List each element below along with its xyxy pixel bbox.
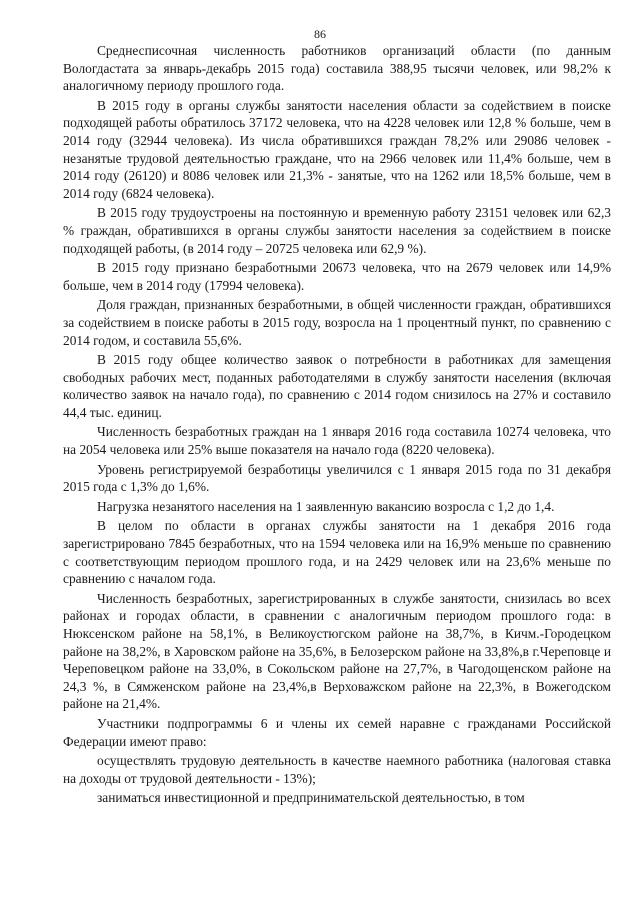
paragraph-unemployment-rate: Уровень регистрируемой безработицы увеличился с 1 января 2015 года по 31 декабря 2015 года с 1,3% до 1,6%. <box>63 461 611 495</box>
paragraph-district-decline: Численность безработных, зарегистрированных в службе занятости, снизилась во всех районах и городах области, в сравнении с аналогичным периодом прошлого года: в Нюксенском районе на 58,1%, в Великоустюгском районе на 38,7%, в Кичм.-Городецком районе на 38,2%, в Харовском районе на 35,6%, в Белозерском районе на 33,8%,в г.Череповце и Череповецком районе на 33,0%, в Сокольском районе на 27,7%, в Чагодощенском районе на 24,3 %, в Сямженском районе на 23,4%,в Верховажском районе на 22,3%, в Вожегодском районе на 21,4%. <box>63 590 611 712</box>
paragraph-right-investment: заниматься инвестиционной и предпринимательской деятельностью, в том <box>97 790 525 806</box>
document-body <box>63 42 611 809</box>
paragraph-vacancy-load: Нагрузка незанятого населения на 1 заявленную вакансию возросла с 1,2 до 1,4. <box>97 498 555 514</box>
paragraph-unemployed-count: Численность безработных граждан на 1 января 2016 года составила 10274 человека, что на 2054 человека или 25% выше показателя на начало года (8220 человека). <box>63 424 611 458</box>
paragraph-participant-rights: Участники подпрограммы 6 и члены их семей наравне с гражданами Российской Федерации имеют право: <box>63 715 611 749</box>
paragraph-region-summary: В целом по области в органах службы занятости на 1 декабря 2016 года зарегистрировано 7845 безработных, что на 1594 человека или на 16,9% меньше по сравнению с соответствующим периодом прошлого года, и на 2429 человек или на 23,6% меньше по сравнению с началом года. <box>63 518 611 587</box>
paragraph-unemployed-share: Доля граждан, признанных безработными, в общей численности граждан, обратившихся за содействием в поиске работы в 2015 году, возросла на 1 процентный пункт, по сравнению с 2014 годом, и составила 55,6%. <box>63 297 611 348</box>
paragraph-job-seekers: В 2015 году в органы службы занятости населения области за содействием в поиске подходящей работы обратилось 37172 человека, что на 4228 человек или 12,8 % больше, чем в 2014 году (32944 человека). Из числа обратившихся граждан 78,2% или 29086 человек - незанятые трудовой деятельностью граждане, что на 2966 человек или 11,4% больше, чем в 2014 году (26120) и 8086 человек или 21,3% - занятые, что на 1262 или 18,5% больше, чем в 2014 году (6824 человека). <box>63 97 611 201</box>
paragraph-unemployed-recognized: В 2015 году признано безработными 20673 человека, что на 2679 человек или 14,9% больше, чем в 2014 году (17994 человека). <box>63 260 611 293</box>
page-number: 86 <box>314 27 326 41</box>
paragraph-avg-headcount: Среднесписочная численность работников организаций области (по данным Вологдастата за январь-декабрь 2015 года) составила 388,95 тысячи человек, или 98,2% к аналогичному периоду прошлого года. <box>63 43 611 94</box>
paragraph-vacancy-requests: В 2015 году общее количество заявок о потребности в работниках для замещения свободных рабочих мест, поданных работодателями в службу занятости населения (включая количество заявок на начало года), по сравнению с 2014 годом снизилось на 27% и составило 44,4 тыс. единиц. <box>63 352 611 420</box>
paragraph-employed: В 2015 году трудоустроены на постоянную и временную работу 23151 человек или 62,3 % граждан, обратившихся в органы службы занятости населения за содействием в поиске подходящей работы, (в 2014 году – 20725 человека или 62,9 %). <box>63 205 611 256</box>
paragraph-right-employment: осуществлять трудовую деятельность в качестве наемного работника (налоговая ставка на доходы от трудовой деятельности - 13%); <box>63 753 611 786</box>
